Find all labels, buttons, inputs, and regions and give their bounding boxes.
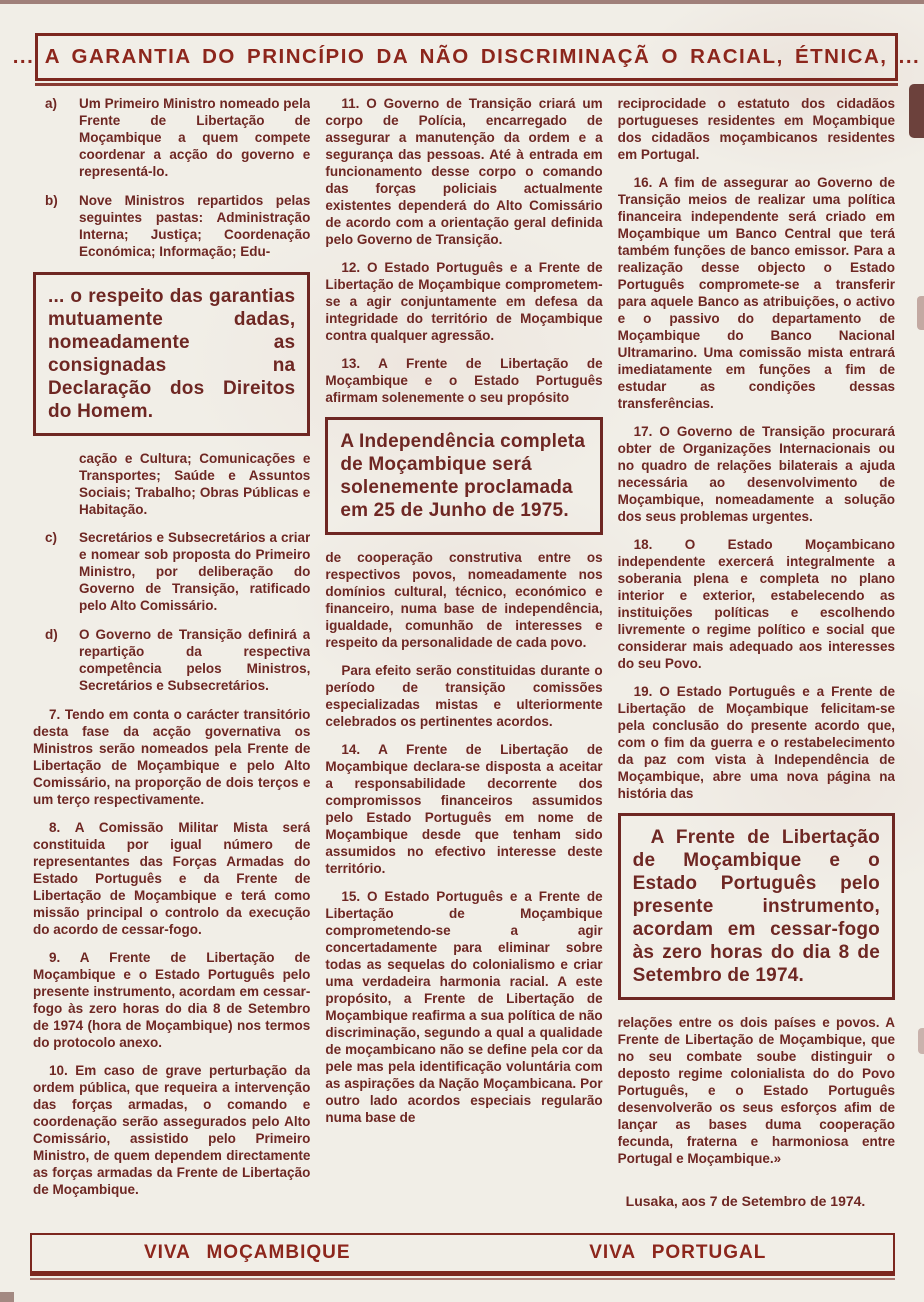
paragraph-16: 16. A fim de assegurar ao Governo de Transição meios de realizar uma política financeira independente será criado em Moçambique um Banco Central que terá também funções de banco emissor. Para a realização desse objecto o Estado Português compromete-se a transferir para aquele Banco as atribuições, o activo e o passivo do departamento de Moçambique do Banco Nacional Ultramarino. Uma comissão mista entrará imediatamente em funções a fim de estudar as condições dessas transferências. (617, 175, 895, 411)
header-title: ... A GARANTIA DO PRINCÍPIO DA NÃO DISCRIMINAÇÃ O RACIAL, ÉTNICA, ... (12, 45, 921, 68)
paragraph-19: 19. O Estado Português e a Frente de Libertação de Moçambique felicitam-se pela conclusão do presente acordo que, com o fim da guerra e o restabelecimento da paz com vista à Independência de Moçambique, abre uma nova página na história das (617, 684, 895, 801)
paragraph-10: 10. Em caso de grave perturbação da ordem pública, que requeira a intervenção das forças armadas, o comando e coordenação serão assegurados pelo Alto Comissário, assistido pelo Primeiro Ministro, de quem dependem directamente as forças armadas da Frente de Libertação de Moçambique. (33, 1063, 311, 1197)
dateline: Lusaka, aos 7 de Setembro de 1974. (625, 1193, 866, 1209)
list-item-b-continuation: cação e Cultura; Comunicações e Transportes; Saúde e Assuntos Sociais; Trabalho; Obras Públicas e Habitação. (79, 451, 311, 517)
column-left (33, 95, 310, 1232)
list-item-b-label: b) (45, 193, 58, 208)
paragraph-14: 14. A Frente de Libertação de Moçambique declara-se disposta a aceitar a responsabilidade decorrente dos compromissos financeiros assumidos pelo Estado Português em nome de Moçambique desde que tenham sido assumidos no efectivo interesse deste território. (325, 742, 603, 876)
callout-box-independence: A Independência completa de Moçambique será solenemente proclamada em 25 de Junho de 1975. (325, 417, 602, 535)
scan-artifact-smudge (917, 296, 924, 330)
list-item-d-text: O Governo de Transição definirá a repartição da respectiva competência pelos Ministros, Secretários e Subsecretários. (79, 627, 311, 693)
list-item-c-text: Secretários e Subsecretários a criar e nomear sob proposta do Primeiro Ministro, por deliberação do Governo de Transição, ratificado pelo Alto Comissário. (79, 530, 311, 613)
callout-box-guarantees: ... o respeito das garantias mutuamente dadas, nomeadamente as consignadas na Declaração dos Direitos do Homem. (33, 272, 310, 436)
list-item-c-label: c) (45, 530, 58, 545)
article-columns (33, 95, 895, 1232)
paragraph-9: 9. A Frente de Libertação de Moçambique e o Estado Português pelo presente instrumento, acordam em cessar-fogo às zero horas do dia 8 de Setembro de 1974 (hora de Moçambique) nos termos do protocolo anexo. (33, 950, 311, 1050)
scan-artifact-corner (0, 1292, 14, 1302)
scan-artifact-right-blob (909, 84, 924, 138)
list-item-c (33, 529, 310, 614)
footer-viva-portugal: VIVA PORTUGAL (589, 1242, 767, 1263)
list-item-a-text: Um Primeiro Ministro nomeado pela Frente de Libertação de Moçambique a quem compete coordenar a acção do governo e representá-lo. (79, 96, 311, 179)
paragraph-7: 7. Tendo em conta o carácter transitório desta fase da acção governativa os Ministros serão nomeados pela Frente de Libertação de Moçambique e pelo Alto Comissário, na proporção de dois terços e um terço respectivamente. (33, 707, 311, 807)
list-item-a (33, 95, 310, 180)
footer-viva-mocambique: VIVA MOÇAMBIQUE (143, 1242, 351, 1263)
paragraph-8: 8. A Comissão Militar Mista será constituida por igual número de representantes das Forças Armadas do Estado Português e da Frente de Libertação de Moçambique e terá como missão principal o controlo da execução do acordo de cessar-fogo. (33, 820, 311, 937)
paragraph-13-continuation: de cooperação construtiva entre os respectivos povos, nomeadamente nos domínios cultural, técnico, económico e financeiro, numa base de independência, igualdade, comunhão de interesses e respeito da personalidade de cada povo. (325, 550, 603, 650)
paragraph-efeito: Para efeito serão constituidas durante o período de transição comissões especializadas mistas e ulteriormente celebrados os pertinentes acordos. (325, 663, 603, 729)
paragraph-15-continuation: reciprocidade o estatuto dos cidadãos portugueses residentes em Moçambique dos cidadãos moçambicanos residentes em Portugal. (617, 96, 895, 162)
footer-banner (30, 1233, 895, 1276)
list-item-a-label: a) (45, 96, 58, 111)
scan-artifact-smudge (918, 1028, 924, 1054)
column-right (618, 95, 895, 1232)
paragraph-18: 18. O Estado Moçambicano independente exercerá integralmente a soberania plena e completa no plano interior e exterior, estabelecendo as instituições políticas e escolhendo livremente o regime político e social que considerar mais adequado aos interesses do seu Povo. (617, 537, 895, 671)
callout-box-ceasefire: A Frente de Libertação de Moçambique e o Estado Português pelo presente instrumento, acordam em cessar-fogo às zero horas do dia 8 de Setembro de 1974. (618, 813, 895, 1000)
paragraph-19-continuation: relações entre os dois países e povos. A Frente de Libertação de Moçambique, que no seu combate soube distinguir o deposto regime colonialista do do Povo Português, e o Estado Português desenvolverão os seus esforços afim de lançar as bases duma cooperação fecunda, fraterna e harmoniosa entre Portugal e Moçambique.» (617, 1015, 895, 1166)
list-item-b (33, 192, 310, 260)
paragraph-11: 11. O Governo de Transição criará um corpo de Polícia, encarregado de assegurar a manutenção da ordem e a segurança das pessoas. Até à entrada em funcionamento desse corpo o comando das forças policiais actualmente existentes dependerá do Alto Comissário de acordo com a orientação geral definida pelo Governo de Transição. (325, 96, 603, 247)
paragraph-12: 12. O Estado Português e a Frente de Libertação de Moçambique comprometem-se a agir conjuntamente em defesa da integridade do território de Moçambique contra qualquer agressão. (325, 260, 603, 343)
list-item-b-text: Nove Ministros repartidos pelas seguintes pastas: Administração Interna; Justiça; Coordenação Económica; Informação; Edu- (79, 193, 311, 259)
list-item-d-label: d) (45, 627, 58, 642)
paragraph-17: 17. O Governo de Transição procurará obter de Organizações Internacionais ou no quadro de relações bilaterais a ajuda necessária ao desenvolvimento de Moçambique, nomeadamente a solução dos seus problemas urgentes. (617, 424, 895, 524)
scan-artifact-top-edge (0, 0, 924, 4)
column-middle (325, 95, 602, 1232)
list-item-d (33, 626, 310, 694)
header-banner (12, 33, 921, 81)
paragraph-13: 13. A Frente de Libertação de Moçambique e o Estado Português afirmam solenemente o seu propósito (325, 356, 603, 405)
paragraph-15: 15. O Estado Português e a Frente de Libertação de Moçambique comprometendo-se a agir concertadamente para eliminar sobre todas as sequelas do colonialismo e criar uma verdadeira harmonia racial. A este propósito, a Frente de Libertação de Moçambique reafirma a sua política de não discriminação, segundo a qual a qualidade de moçambicano não se define pela cor da pele mas pela identificação voluntária com as aspirações da Nação Moçambicana. Por outro lado acordos especiais regularão numa base de (325, 889, 603, 1125)
